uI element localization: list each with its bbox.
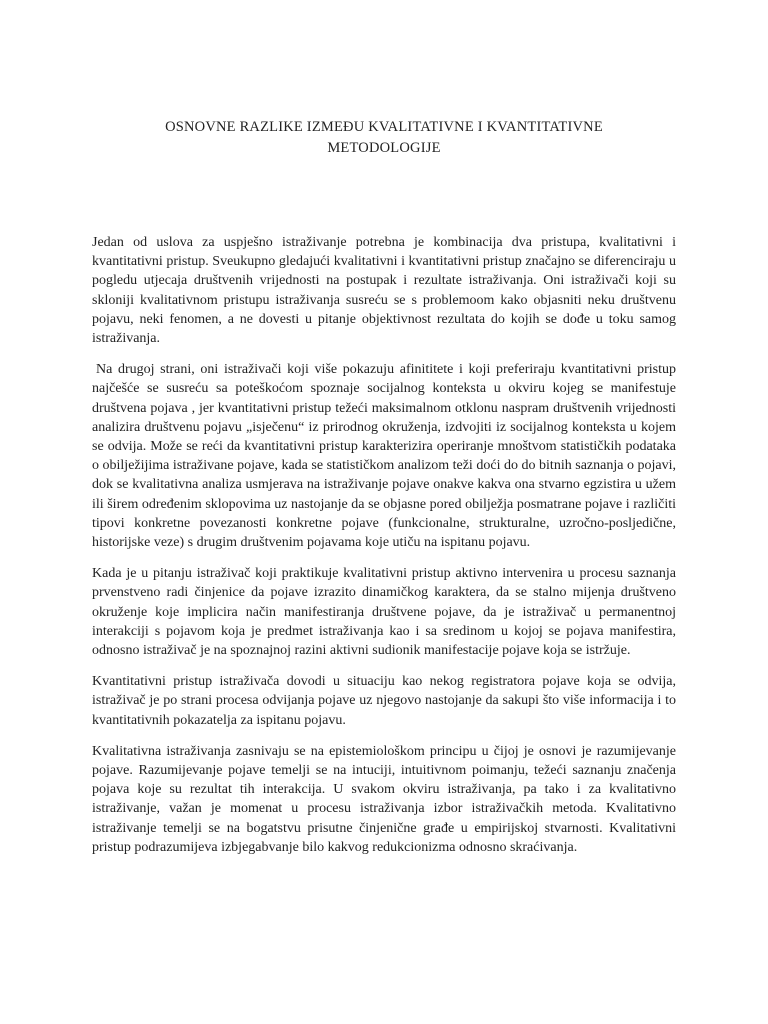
paragraph-3: Kada je u pitanju istraživač koji praktikuje kvalitativni pristup aktivno intervenira u procesu saznanja prvenstveno radi činjenice da pojave izrazito dinamičkog karaktera, da se stalno mijenja društveno okruženje koje implicira način manifestiranja društvene pojave, da je istraživač u permanentnoj interakciji s pojavom koja je predmet istraživanja kao i sa sredinom u kojoj se pojava manifestira, odnosno istraživač je na spoznajnoj razini aktivni sudionik manifestacije pojave koja se istržuje. bbox=[92, 566, 676, 659]
paragraph-2: Na drugoj strani, oni istraživači koji više pokazuju afinititete i koji preferiraju kvantitativni pristup najčešće se susreću sa poteškoćom spoznaje socijalnog konteksta u okviru kojeg se manifestuje društvena pojava , jer kvantitativni pristup težeći maksimalnom otklonu naspram društvenih vrijednosti analizira društvenu pojavu „isječenu“ iz prirodnog okruženja, izdvojiti iz socijalnog konteksta u kojem se odvija. Može se reći da kvantitativni pristup karakterizira operiranje mnoštvom statističkih podataka o obilježijima istraživane pojave, kada se statističkom analizom teži doći do do bitnih saznanja o pojavi, dok se kvalitativna analiza usmjerava na istraživanje pojave onakve kakva ona stvarno egzistira u užem ili širem određenim sklopovima uz nastojanje da se objasne pored obilježja posmatrane pojave i različiti tipovi konkretne povezanosti konkretne pojave (funkcionalne, strukturalne, uzročno-posljedične, historijske veze) s drugim društvenim pojavama koje utiču na ispitanu pojavu. bbox=[92, 362, 676, 551]
title-line-1: OSNOVNE RAZLIKE IZMEĐU KVALITATIVNE I KVANTITATIVNE bbox=[165, 119, 603, 135]
document-title bbox=[92, 117, 676, 159]
paragraph-4: Kvantitativni pristup istraživača dovodi u situaciju kao nekog registratora pojave koja se odvija, istraživač je po strani procesa odvijanja pojave uz njegovo nastojanje da sakupi što više informacija i to kvantitativnih pokazatelja za ispitanu pojavu. bbox=[92, 674, 676, 728]
title-line-2: METODOLOGIJE bbox=[327, 140, 441, 156]
paragraph-1: Jedan od uslova za uspješno istraživanje potrebna je kombinacija dva pristupa, kvalitativni i kvantitativni pristup. Sveukupno gledajući kvalitativni i kvantitativni pristup značajno se diferenciraju u pogledu utjecaja društvenih vrijednosti na postupak i rezultate istraživanja. Oni istraživači koji su skloniji kvalitativnom pristupu istraživanja susreću se s problemoom kako objasniti neku društvenu pojavu, neki fenomen, a ne dovesti u pitanje objektivnost rezultata do kojih se dođe u toku samog istraživanja. bbox=[92, 235, 676, 347]
paragraph-5: Kvalitativna istraživanja zasnivaju se na epistemiološkom principu u čijoj je osnovi je razumijevanje pojave. Razumijevanje pojave temelji se na intuciji, intuitivnom poimanju, težeći saznanju značenja pojava koje su rezultat tih interakcija. U svakom okviru istraživanja, pa tako i za kvalitativno istraživanje, važan je momenat u procesu istraživanja izbor istraživačkih metoda. Kvalitativno istraživanje temelji se na bogatstvu prisutne činjenične građe u empirijskoj stvarnosti. Kvalitativni pristup podrazumijeva izbjegabvanje bilo kakvog redukcionizma odnosno skraćivanja. bbox=[92, 743, 676, 855]
document-body bbox=[92, 233, 676, 869]
